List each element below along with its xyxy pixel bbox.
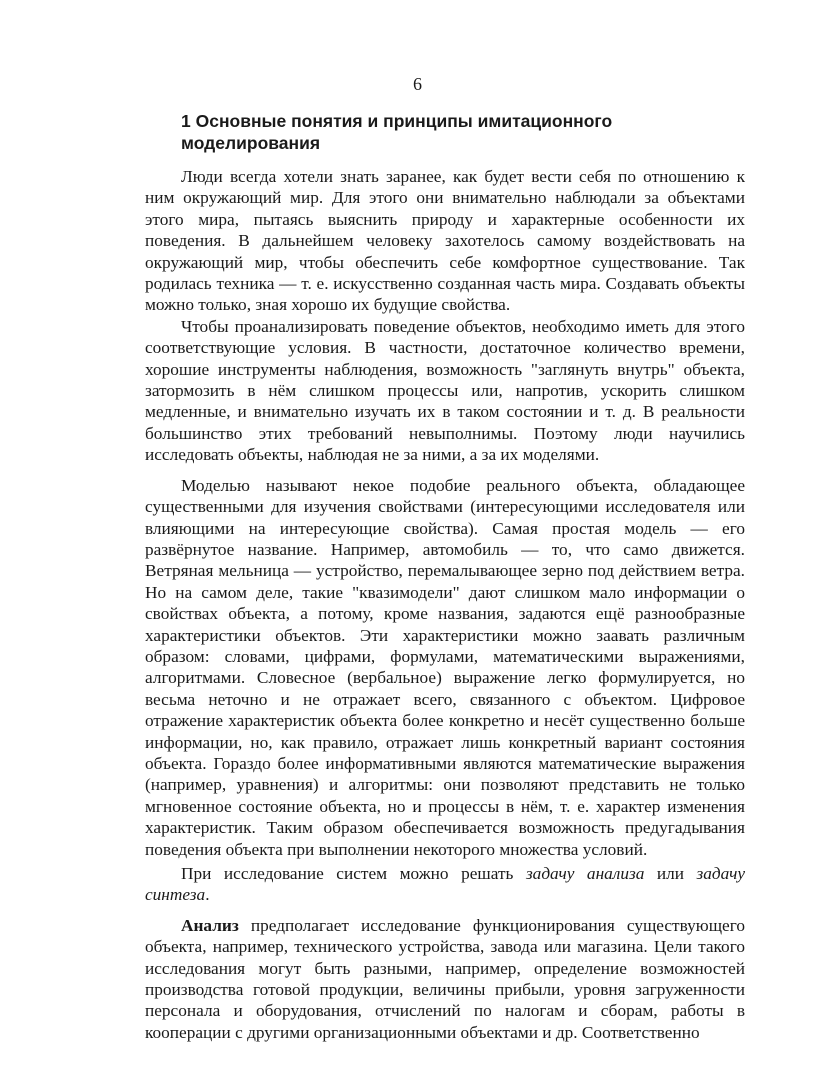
paragraph-model-definition: Моделью называют некое подобие реального объекта, обладающее существенными для изучения свойствами (интересующими исследователя или влияющими на интересующие свойства). Самая простая модель — его развёрнутое название. Например, автомобиль — то, что само движется. Ветряная мельница — устройство, перемалывающее зерно под действием ветра. Но на самом деле, такие "квазимодели" дают слишком мало информации о свойствах объекта, а потому, кроме названия, задаются ещё разнообразные характеристики объектов. Эти характеристики можно заавать различным образом: словами, цифрами, формулами, математическими выражениями, алгоритмами. Словесное (вербальное) выражение легко формулируется, но весьма неточно и не отражает всего, связанного с объектом. Цифровое отражение характеристик объекта более конкретно и несёт существенно больше информации, но, как правило, отражает лишь конкретный вариант состояния объекта. Гораздо более информативными являются математические выражения (например, уравнения) и алгоритмы: они позволяют представить не только мгновенное состояние объекта, но и процессы в нём, т. е. характер изменения характеристик. Таким образом обеспечивается возможность предугадывания поведения объекта при выполнении некоторого множества условий. <box>145 475 745 859</box>
term-synthesis-task: задачу синтеза <box>145 864 745 905</box>
term-analysis: Анализ <box>181 915 239 935</box>
tasks-text-after: . <box>205 885 210 905</box>
page-number: 6 <box>413 74 422 94</box>
paragraph-tasks <box>145 863 745 906</box>
section-heading: 1 Основные понятия и принципы имитационного моделирования <box>181 111 613 153</box>
tasks-text-middle: или <box>644 864 697 883</box>
analysis-text: предполагает исследование функционирования существующего объекта, например, технического устройства, завода или магазина. Цели такого исследования могут быть разными, например, определение возможностей производства готовой продукции, величины прибыли, уровня загруженности персонала и оборудования, отчислений по налогам и сборам, работы в кооперации с другими организационными объектами и др. Соответственно <box>145 915 745 1042</box>
paragraph-analysis <box>145 915 745 1043</box>
page-content <box>145 110 745 1043</box>
term-analysis-task: задачу анализа <box>525 864 645 883</box>
tasks-text-before: При исследование систем можно решать <box>181 864 526 883</box>
paragraph-intro: Люди всегда хотели знать заранее, как будет вести себя по отношению к ним окружающий мир. Для этого они внимательно наблюдали за объектами этого мира, пытаясь выяснить природу и характерные особенности их поведения. В дальнейшем человеку захотелось самому воздействовать на окружающий мир, чтобы обеспечить себе комфортное существование. Так родилась техника — т. е. искусственно созданная часть мира. Создавать объекты можно только, зная хорошо их будущие свойства. <box>145 167 745 315</box>
paragraph-analysis-conditions: Чтобы проанализировать поведение объектов, необходимо иметь для этого соответствующие условия. В частности, достаточное количество времени, хорошие инструменты наблюдения, возможность "заглянуть внутрь" объекта, затормозить в нём слишком процессы или, напротив, ускорить слишком медленные, и внимательно изучать их в таком состоянии и т. д. В реальности большинство этих требований невыполнимы. Поэтому люди научились исследовать объекты, наблюдая не за ними, а за их моделями. <box>145 316 745 465</box>
